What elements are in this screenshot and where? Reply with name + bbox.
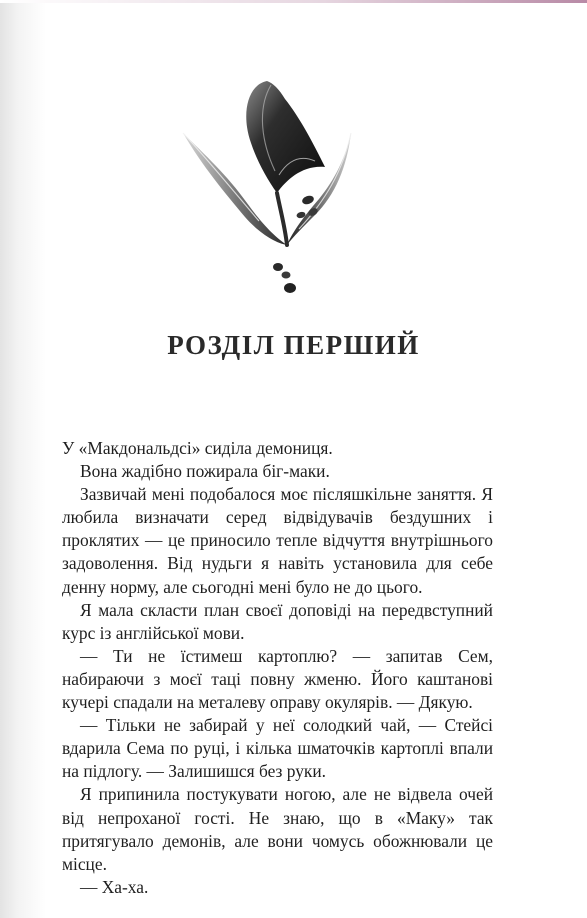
paragraph: Зазвичай мені подобалося моє післяшкільне заняття. Я любила визначати серед відвідувачів бездушних і проклятих — це приносило тепле відчуття внутрішнього задоволення. Від нудьги я навіть установила для себе денну норму, але сьогодні мені було не до цього.	[62, 484, 493, 597]
paragraph: Вона жадібно пожирала біг-маки.	[80, 461, 330, 482]
paragraph: У «Макдональдсі» сиділа демониця.	[62, 438, 333, 458]
paragraph: — Ха-ха.	[80, 876, 149, 897]
paragraph: — Тільки не забирай у неї солодкий чай, — Стейсі вдарила Сема по руці, і кілька шматочків картоплі впали на підлогу. — Залишишся без руки.	[62, 715, 493, 782]
calla-lily-ornament-icon	[175, 75, 365, 300]
paragraph: — Ти не їстимеш картоплю? — запитав Сем, набираючи з моєї таці повну жменю. Його каштанові кучері спадали на металеву оправу окулярів. — Дякую.	[62, 645, 493, 713]
paragraph: Я припинила постукувати ногою, але не відвела очей від непроханої гості. Не знаю, що в «Маку» так притягувало демонів, але вони чомусь обожнювали це місце.	[62, 784, 493, 874]
paragraph: Я мала скласти план своєї доповіді на передвступний курс із англійської мови.	[62, 599, 493, 643]
chapter-title: РОЗДІЛ ПЕРШИЙ	[167, 330, 420, 360]
top-edge-accent	[0, 0, 587, 3]
chapter-body-text	[62, 437, 493, 899]
